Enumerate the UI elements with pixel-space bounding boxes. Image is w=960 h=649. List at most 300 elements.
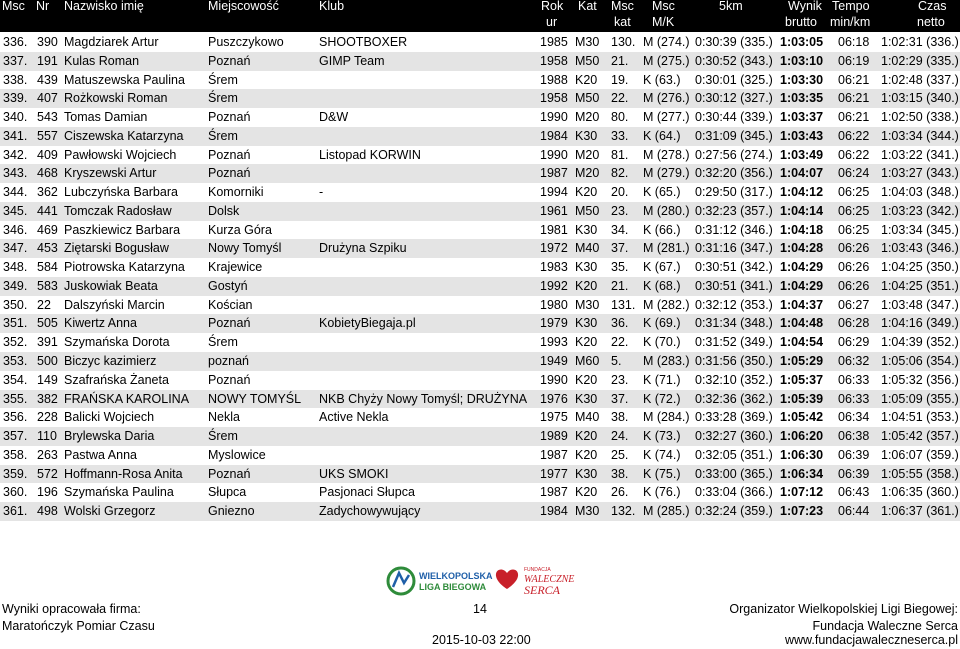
cell-net-time: 1:03:22 (341.)	[881, 147, 959, 162]
waleczne-serca-logo	[496, 567, 575, 597]
cell-position: 341.	[3, 128, 28, 143]
cell-birth-year: 1990	[540, 110, 568, 125]
cell-category: K30	[575, 466, 598, 481]
cell-5km-split: 0:30:44 (339.)	[695, 110, 773, 125]
cell-category: M50	[575, 203, 600, 218]
cell-name: Lubczyńska Barbara	[64, 185, 178, 200]
cell-gross-time: 1:05:29	[780, 354, 824, 369]
cell-position: 359.	[3, 466, 28, 481]
cell-pace: 06:26	[838, 241, 870, 256]
table-row	[0, 239, 960, 258]
cell-5km-split: 0:30:39 (335.)	[695, 35, 773, 49]
cell-5km-split: 0:32:27 (360.)	[695, 429, 773, 444]
cell-gender-position: M (282.)	[643, 297, 690, 312]
cell-category: K30	[575, 316, 598, 331]
cell-pace: 06:27	[838, 297, 870, 312]
cell-category-position: 35.	[611, 260, 629, 275]
cell-5km-split: 0:30:12 (327.)	[695, 91, 773, 106]
cell-birth-year: 1983	[540, 260, 568, 275]
cell-net-time: 1:05:06 (354.)	[881, 354, 959, 369]
cell-name: Tomczak Radosław	[64, 203, 172, 218]
cell-category: M60	[575, 354, 600, 369]
cell-bib: 441	[37, 203, 58, 218]
cell-category: K30	[575, 128, 598, 143]
footer-datetime: 2015-10-03 22:00	[432, 633, 531, 647]
cell-city: Nowy Tomyśl	[208, 241, 282, 256]
cell-city: Poznań	[208, 147, 251, 162]
cell-birth-year: 1984	[540, 128, 568, 143]
header-brutto: brutto	[785, 15, 817, 29]
cell-birth-year: 1987	[540, 447, 568, 462]
cell-city: poznań	[208, 354, 250, 369]
cell-net-time: 1:04:39 (352.)	[881, 335, 959, 350]
cell-position: 356.	[3, 410, 28, 425]
cell-gross-time: 1:03:37	[780, 110, 824, 125]
cell-pace: 06:22	[838, 147, 870, 162]
fund-logo-line2: SERCA	[524, 583, 560, 597]
cell-5km-split: 0:32:12 (353.)	[695, 297, 773, 312]
cell-name: Kryszewski Artur	[64, 166, 157, 181]
cell-net-time: 1:04:25 (350.)	[881, 260, 959, 275]
header-ur: ur	[546, 15, 558, 29]
header-msc-kat: Msc	[611, 0, 634, 13]
cell-category-position: 21.	[611, 53, 629, 68]
cell-position: 357.	[3, 429, 28, 444]
cell-net-time: 1:02:31 (336.)	[881, 35, 959, 49]
cell-birth-year: 1961	[540, 203, 568, 218]
cell-gross-time: 1:06:30	[780, 447, 824, 462]
cell-gross-time: 1:04:29	[780, 278, 824, 293]
cell-club: Pasjonaci Słupca	[319, 485, 415, 500]
header-name: Nazwisko imię	[64, 0, 144, 13]
cell-gender-position: K (67.)	[643, 260, 681, 275]
table-row	[0, 164, 960, 183]
cell-bib: 557	[37, 128, 58, 143]
cell-gross-time: 1:03:10	[780, 53, 824, 68]
cell-name: Szafrańska Żaneta	[64, 372, 169, 387]
cell-bib: 263	[37, 447, 58, 462]
cell-bib: 498	[37, 504, 58, 519]
cell-bib: 469	[37, 222, 58, 237]
cell-birth-year: 1972	[540, 241, 568, 256]
cell-pace: 06:22	[838, 128, 870, 143]
cell-gender-position: M (275.)	[643, 53, 690, 68]
cell-net-time: 1:05:55 (358.)	[881, 466, 959, 481]
cell-bib: 468	[37, 166, 58, 181]
cell-5km-split: 0:30:51 (342.)	[695, 260, 773, 275]
cell-category-position: 36.	[611, 316, 629, 331]
cell-pace: 06:28	[838, 316, 870, 331]
cell-gender-position: M (281.)	[643, 241, 690, 256]
cell-category: K20	[575, 335, 598, 350]
cell-category-position: 25.	[611, 447, 629, 462]
cell-birth-year: 1977	[540, 466, 568, 481]
header-city: Miejscowość	[208, 0, 279, 13]
cell-5km-split: 0:27:56 (274.)	[695, 147, 773, 162]
cell-city: Poznań	[208, 372, 251, 387]
cell-bib: 583	[37, 278, 58, 293]
cell-5km-split: 0:30:01 (325.)	[695, 72, 773, 87]
cell-5km-split: 0:29:50 (317.)	[695, 185, 773, 200]
cell-position: 346.	[3, 222, 28, 237]
cell-pace: 06:39	[838, 466, 870, 481]
cell-pace: 06:21	[838, 72, 870, 87]
cell-category: K20	[575, 278, 598, 293]
cell-name: Pastwa Anna	[64, 447, 137, 462]
cell-city: Poznań	[208, 166, 251, 181]
cell-birth-year: 1980	[540, 297, 568, 312]
cell-net-time: 1:04:25 (351.)	[881, 278, 959, 293]
cell-category: K20	[575, 485, 598, 500]
cell-birth-year: 1990	[540, 147, 568, 162]
cell-net-time: 1:05:09 (355.)	[881, 391, 959, 406]
cell-name: Kulas Roman	[64, 53, 140, 68]
cell-net-time: 1:02:29 (335.)	[881, 53, 959, 68]
footer-left-line1: Wyniki opracowała firma:	[2, 602, 141, 616]
cell-birth-year: 1990	[540, 372, 568, 387]
cell-gender-position: K (69.)	[643, 316, 681, 331]
cell-position: 361.	[3, 504, 28, 519]
cell-bib: 382	[37, 391, 58, 406]
cell-pace: 06:44	[838, 504, 870, 519]
cell-bib: 110	[37, 429, 57, 444]
cell-gross-time: 1:04:37	[780, 297, 824, 312]
cell-category: K30	[575, 391, 598, 406]
cell-birth-year: 1958	[540, 91, 568, 106]
cell-club: D&W	[319, 110, 349, 125]
cell-gross-time: 1:07:23	[780, 504, 824, 519]
cell-pace: 06:25	[838, 203, 870, 218]
cell-name: Balicki Wojciech	[64, 410, 155, 425]
cell-net-time: 1:05:32 (356.)	[881, 372, 959, 387]
cell-gross-time: 1:04:28	[780, 241, 824, 256]
cell-city: Poznań	[208, 53, 251, 68]
cell-birth-year: 1987	[540, 166, 568, 181]
footer-right-line2: Fundacja Waleczne Serca	[812, 619, 958, 633]
cell-club: NKB Chyży Nowy Tomyśl; DRUŻYNA	[319, 391, 528, 406]
cell-pace: 06:26	[838, 278, 870, 293]
results-table-header	[0, 0, 960, 32]
cell-gross-time: 1:03:05	[780, 35, 824, 49]
sponsor-logos	[385, 559, 575, 603]
cell-net-time: 1:02:48 (337.)	[881, 72, 959, 87]
cell-city: Poznań	[208, 466, 251, 481]
cell-gross-time: 1:04:14	[780, 203, 824, 218]
cell-category: K20	[575, 429, 598, 444]
cell-pace: 06:26	[838, 260, 870, 275]
cell-net-time: 1:06:37 (361.)	[881, 504, 959, 519]
cell-category: K20	[575, 72, 598, 87]
table-row	[0, 446, 960, 465]
cell-gender-position: K (64.)	[643, 128, 681, 143]
table-row	[0, 277, 960, 296]
table-row	[0, 183, 960, 202]
cell-gender-position: M (283.)	[643, 354, 690, 369]
cell-position: 340.	[3, 110, 28, 125]
cell-bib: 500	[37, 354, 58, 369]
cell-position: 352.	[3, 335, 28, 350]
cell-net-time: 1:06:35 (360.)	[881, 485, 959, 500]
cell-category-position: 26.	[611, 485, 629, 500]
cell-pace: 06:33	[838, 391, 870, 406]
cell-position: 360.	[3, 485, 28, 500]
cell-city: Komorniki	[208, 185, 264, 200]
cell-gender-position: M (278.)	[643, 147, 690, 162]
cell-city: NOWY TOMYŚL	[208, 391, 302, 406]
cell-pace: 06:19	[838, 53, 870, 68]
cell-city: Śrem	[208, 72, 238, 87]
cell-bib: 149	[37, 372, 58, 387]
header-msc-mk: Msc	[652, 0, 675, 13]
table-row	[0, 221, 960, 240]
cell-category: M30	[575, 504, 600, 519]
cell-category-position: 5.	[611, 354, 622, 369]
header-tempo: Tempo	[832, 0, 870, 13]
cell-city: Gostyń	[208, 278, 248, 293]
cell-name: Pawłowski Wojciech	[64, 147, 177, 162]
cell-gross-time: 1:03:30	[780, 72, 824, 87]
cell-category-position: 20.	[611, 185, 629, 200]
cell-city: Myslowice	[208, 447, 266, 462]
cell-bib: 391	[37, 335, 58, 350]
cell-net-time: 1:05:42 (357.)	[881, 429, 959, 444]
cell-category: K20	[575, 185, 598, 200]
cell-name: FRAŃSKA KAROLINA	[64, 391, 190, 406]
cell-gender-position: K (71.)	[643, 372, 681, 387]
cell-birth-year: 1993	[540, 335, 568, 350]
cell-net-time: 1:03:27 (343.)	[881, 166, 959, 181]
cell-gross-time: 1:04:12	[780, 185, 824, 200]
table-row	[0, 202, 960, 221]
cell-category-position: 130.	[611, 35, 636, 49]
cell-name: Ziętarski Bogusław	[64, 241, 169, 256]
cell-city: Dolsk	[208, 203, 240, 218]
cell-category-position: 37.	[611, 241, 629, 256]
cell-bib: 505	[37, 316, 58, 331]
table-row	[0, 502, 960, 521]
cell-category: M50	[575, 91, 600, 106]
cell-position: 337.	[3, 53, 28, 68]
table-row	[0, 146, 960, 165]
cell-category-position: 21.	[611, 278, 629, 293]
cell-bib: 543	[37, 110, 58, 125]
cell-birth-year: 1984	[540, 504, 568, 519]
cell-category-position: 23.	[611, 372, 629, 387]
cell-gross-time: 1:05:37	[780, 372, 824, 387]
cell-name: Matuszewska Paulina	[64, 72, 185, 87]
cell-gross-time: 1:04:54	[780, 335, 824, 350]
header-mk: M/K	[652, 15, 675, 29]
cell-gender-position: K (63.)	[643, 72, 681, 87]
cell-net-time: 1:03:34 (345.)	[881, 222, 959, 237]
cell-position: 350.	[3, 297, 28, 312]
cell-city: Śrem	[208, 91, 238, 106]
cell-name: Juskowiak Beata	[64, 278, 158, 293]
cell-net-time: 1:03:43 (346.)	[881, 241, 959, 256]
cell-category-position: 34.	[611, 222, 629, 237]
cell-net-time: 1:03:23 (342.)	[881, 203, 959, 218]
table-row	[0, 483, 960, 502]
cell-city: Słupca	[208, 485, 247, 500]
cell-category-position: 37.	[611, 391, 629, 406]
cell-club: Active Nekla	[319, 410, 389, 425]
cell-birth-year: 1958	[540, 53, 568, 68]
cell-gender-position: M (274.)	[643, 35, 690, 49]
table-row	[0, 352, 960, 371]
cell-city: Puszczykowo	[208, 35, 284, 49]
cell-category-position: 80.	[611, 110, 629, 125]
header-rok: Rok	[541, 0, 564, 13]
header-minkm: min/km	[830, 15, 871, 29]
cell-name: Ciszewska Katarzyna	[64, 128, 184, 143]
cell-pace: 06:25	[838, 222, 870, 237]
cell-net-time: 1:03:48 (347.)	[881, 297, 959, 312]
cell-name: Szymańska Paulina	[64, 485, 174, 500]
cell-gender-position: K (66.)	[643, 222, 681, 237]
cell-name: Tomas Damian	[64, 110, 148, 125]
cell-gender-position: K (74.)	[643, 447, 681, 462]
cell-gender-position: M (280.)	[643, 203, 690, 218]
cell-net-time: 1:04:03 (348.)	[881, 185, 959, 200]
cell-5km-split: 0:32:20 (356.)	[695, 166, 773, 181]
cell-position: 347.	[3, 241, 28, 256]
cell-gender-position: M (284.)	[643, 410, 690, 425]
header-msc: Msc	[2, 0, 25, 13]
cell-club: GIMP Team	[319, 53, 385, 68]
footer-left-line2: Maratończyk Pomiar Czasu	[2, 619, 155, 633]
cell-gender-position: M (279.)	[643, 166, 690, 181]
cell-birth-year: 1976	[540, 391, 568, 406]
cell-position: 348.	[3, 260, 28, 275]
footer-right-line1: Organizator Wielkopolskiej Ligi Biegowej:	[729, 602, 958, 616]
cell-position: 354.	[3, 372, 28, 387]
cell-pace: 06:29	[838, 335, 870, 350]
cell-pace: 06:24	[838, 166, 870, 181]
cell-category-position: 33.	[611, 128, 629, 143]
cell-category-position: 38.	[611, 410, 629, 425]
cell-bib: 407	[37, 91, 58, 106]
table-row	[0, 52, 960, 71]
cell-category: M30	[575, 297, 600, 312]
cell-position: 355.	[3, 391, 28, 406]
table-row	[0, 333, 960, 352]
table-row	[0, 371, 960, 390]
table-row	[0, 427, 960, 446]
cell-bib: 572	[37, 466, 58, 481]
cell-5km-split: 0:32:23 (357.)	[695, 203, 773, 218]
cell-category-position: 22.	[611, 91, 629, 106]
table-row	[0, 108, 960, 127]
cell-category: M30	[575, 35, 600, 49]
cell-net-time: 1:03:15 (340.)	[881, 91, 959, 106]
cell-pace: 06:34	[838, 410, 870, 425]
cell-name: Rożkowski Roman	[64, 91, 168, 106]
cell-pace: 06:21	[838, 110, 870, 125]
cell-5km-split: 0:32:10 (352.)	[695, 372, 773, 387]
cell-position: 336.	[3, 35, 28, 49]
cell-5km-split: 0:31:56 (350.)	[695, 354, 773, 369]
cell-birth-year: 1987	[540, 485, 568, 500]
cell-gross-time: 1:03:35	[780, 91, 824, 106]
cell-position: 358.	[3, 447, 28, 462]
cell-club: Zadychowywujący	[319, 504, 421, 519]
cell-city: Poznań	[208, 316, 251, 331]
table-row	[0, 390, 960, 409]
cell-gross-time: 1:06:34	[780, 466, 824, 481]
cell-category-position: 38.	[611, 466, 629, 481]
cell-gross-time: 1:07:12	[780, 485, 824, 500]
results-table-body	[0, 33, 960, 521]
cell-club: Listopad KORWIN	[319, 147, 421, 162]
cell-category-position: 19.	[611, 72, 629, 87]
cell-birth-year: 1979	[540, 316, 568, 331]
cell-gender-position: K (68.)	[643, 278, 681, 293]
cell-5km-split: 0:31:16 (347.)	[695, 241, 773, 256]
cell-pace: 06:32	[838, 354, 870, 369]
fund-logo-line1: WALECZNE	[524, 574, 575, 585]
cell-city: Kurza Góra	[208, 222, 272, 237]
cell-position: 345.	[3, 203, 28, 218]
cell-gross-time: 1:03:49	[780, 147, 824, 162]
table-row	[0, 408, 960, 427]
cell-category-position: 81.	[611, 147, 629, 162]
cell-5km-split: 0:30:51 (341.)	[695, 278, 773, 293]
cell-city: Śrem	[208, 335, 238, 350]
cell-birth-year: 1989	[540, 429, 568, 444]
cell-name: Biczyc kazimierz	[64, 354, 157, 369]
cell-bib: 409	[37, 147, 58, 162]
cell-5km-split: 0:31:12 (346.)	[695, 222, 773, 237]
cell-birth-year: 1975	[540, 410, 568, 425]
cell-position: 351.	[3, 316, 28, 331]
cell-pace: 06:25	[838, 185, 870, 200]
cell-pace: 06:43	[838, 485, 870, 500]
cell-bib: 22	[37, 297, 51, 312]
cell-gross-time: 1:04:29	[780, 260, 824, 275]
cell-bib: 390	[37, 35, 58, 49]
cell-category-position: 82.	[611, 166, 629, 181]
cell-city: Poznań	[208, 110, 251, 125]
cell-category: M50	[575, 53, 600, 68]
cell-gender-position: K (75.)	[643, 466, 681, 481]
footer-right-line3: www.fundacjawaleczneserca.pl	[784, 633, 958, 647]
cell-city: Śrem	[208, 429, 238, 444]
cell-name: Magdziarek Artur	[64, 35, 159, 49]
cell-position: 353.	[3, 354, 28, 369]
cell-category-position: 23.	[611, 203, 629, 218]
cell-gender-position: K (70.)	[643, 335, 681, 350]
table-row	[0, 258, 960, 277]
header-5km: 5km	[719, 0, 743, 13]
cell-city: Gniezno	[208, 504, 255, 519]
cell-category: K20	[575, 447, 598, 462]
cell-city: Śrem	[208, 128, 238, 143]
table-row	[0, 314, 960, 333]
cell-category: K30	[575, 222, 598, 237]
cell-category-position: 22.	[611, 335, 629, 350]
cell-net-time: 1:03:34 (344.)	[881, 128, 959, 143]
league-logo-ring	[388, 568, 414, 594]
cell-city: Krajewice	[208, 260, 263, 275]
header-kat-sub: kat	[614, 15, 631, 29]
cell-5km-split: 0:32:05 (351.)	[695, 447, 773, 462]
cell-bib: 584	[37, 260, 58, 275]
table-row	[0, 127, 960, 146]
footer-page-number: 14	[473, 602, 487, 616]
cell-5km-split: 0:33:00 (365.)	[695, 466, 773, 481]
cell-name: Paszkiewicz Barbara	[64, 222, 181, 237]
cell-position: 339.	[3, 91, 28, 106]
